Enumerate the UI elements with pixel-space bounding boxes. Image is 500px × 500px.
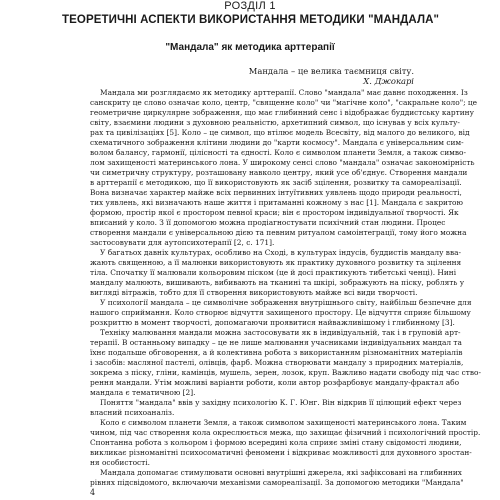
body-line: формою, простір якої є простором певної краси; він є простором індивідуальної творчості. Як [90, 208, 459, 217]
body-line: санскриту це слово означає коло, центр, "священне коло" чи "магічне коло", "сакральне коло"; це [90, 98, 478, 107]
body-line: чи симетричну структуру, розташовану навколо центру, який усе об'єднує. Створення мандали [90, 168, 468, 177]
body-text [90, 88, 481, 488]
body-line: Техніку малювання мандали можна застосовувати як в індивідуальній, так і в груповій арт- [100, 328, 461, 337]
body-line: власний психоаналіз. [90, 408, 175, 417]
body-line: жають священною, а її малюнки використовують як практику духовного розвитку та зцілення [90, 258, 462, 267]
body-line: ня особистості. [90, 458, 150, 467]
body-line: чином, під час створення кола окреслюється межа, що захищає фізичний і психологічний простір. [90, 428, 481, 437]
body-line: Коло є символом планети Земля, а також символом захищеності материнського лона. Таким [100, 418, 467, 427]
body-line: Спонтанна робота з кольором і формою всередині кола сприяє зміні стану свідомості людини, [90, 438, 462, 447]
epigraph-quote: Мандала – це велика таємниця світу. [248, 66, 414, 76]
section-title: "Мандала" як методика арттерапії [165, 42, 335, 53]
body-line: лом захищеності материнського лона. У широкому сенсі слово "мандала" означає закономірність [90, 158, 475, 167]
body-line: і засобів: масляної пастелі, олівців, фарб. Можна створювати мандалу з природних матеріалів, [90, 358, 464, 367]
body-line: рівнях підсвідомого, включаючи механізми самореалізації. За допомогою методики "Мандала" [90, 478, 464, 487]
body-line: розкриттю в момент творчості, допомагаючи проявитися найважливішому і глибинному [3]. [90, 318, 455, 327]
body-line: Мандала допомагає стимулювати основні внутрішні джерела, які зафіксовані на глибинних [100, 468, 462, 477]
body-line: волом балансу, гармонії, цілісності та єдності. Коло є символом планети Земля, а також симво- [90, 148, 466, 157]
body-line: тіла. Спочатку її малювали кольоровим піском (це й досі практикують тибетські ченці). Нині [90, 268, 457, 277]
body-line: зокрема з піску, гліни, камінців, мушель, зерен, лозок, круп. Важливо надати свободу під час ство- [90, 368, 481, 377]
body-line: викликає різноманітні психосоматичні феномени і відкриває можливості для духовного зростан- [90, 448, 472, 457]
body-line: світу, взаємини людини з духовною реальністю, архетипний символ, що існував у всіх культу- [90, 118, 460, 127]
body-line: застосовувати для аутопсихотерапії [2, с. 171]. [90, 238, 275, 247]
body-line: рах та цивілізаціях [5]. Коло – це символ, що втілює модель Всесвіту, від малого до великого, від [90, 128, 470, 137]
body-line: Поняття "мандала" ввів у західну психологію К. Г. Юнг. Він відкрив її цілющий ефект через [100, 398, 462, 407]
body-line: Мандала ми розглядаємо як методику арттерапії. Слово "мандала" має давнє походження. Із [100, 88, 468, 97]
body-line: тих уявлень, які визначають наше життя і притаманні кожному з нас [1]. Мандала є закритою [90, 198, 463, 207]
body-line: в арттерапії є методикою, що її використовують як засіб зцілення, розвитку та самореалізації. [90, 178, 462, 187]
body-line: терапії. В останньому випадку – це не лише малювання учасниками індивідуальних мандал та [90, 338, 462, 347]
body-line: нашого сприймання. Коло створює відчуття захищеного простору. Це відчуття сприяє більшому [90, 308, 471, 317]
body-line: схематичного зображення клітини людини до "карти космосу". Мандала є універсальним сим- [90, 138, 464, 147]
body-line: У багатьох давніх культурах, особливо на Сході, в культурах індусів, буддистів мандалу вва- [100, 248, 462, 257]
body-line: вигляді вітражів, тобто для її створення використовують майже всі види творчості. [90, 288, 418, 297]
epigraph-author: Х. Джокарі [363, 76, 414, 86]
body-line: створення мандали є універсальною дією та певним ритуалом самоінтеграції, тому його можна [90, 228, 467, 237]
body-line: У психології мандала – це символічне зображення внутрішнього світу, найбільш безпечне для [100, 298, 472, 307]
chapter-title: ТЕОРЕТИЧНІ АСПЕКТИ ВИКОРИСТАННЯ МЕТОДИКИ "МАНДАЛА" [62, 14, 440, 26]
body-line: мандалу малюють, вишивають, вибивають на тканині та шкірі, зображують на піску, роблять у [90, 278, 465, 287]
body-line: рення мандали. Утім можливі варіанти роботи, коли автор розфарбовує мандалу-фрактал або [90, 378, 460, 387]
chapter-label: РОЗДІЛ 1 [224, 0, 276, 12]
body-line: їхнє подальше обговорення, а й колективна робота з використанням різноманітних матеріалів [90, 348, 463, 357]
body-line: геометричне циркулярне зображення, що має глибинний сенс і відображає буддистську картину [90, 108, 474, 117]
page-number: 4 [90, 488, 96, 497]
body-line: вписаний у коло. З її допомогою можна продіагностувати психічний стан людини. Процес [90, 218, 446, 227]
body-line: мандала є тематичною [2]. [90, 388, 196, 397]
body-line: Вона визначає характер майже всіх первинних інтуїтивних уявлень щодо природи реальності, [90, 188, 462, 197]
